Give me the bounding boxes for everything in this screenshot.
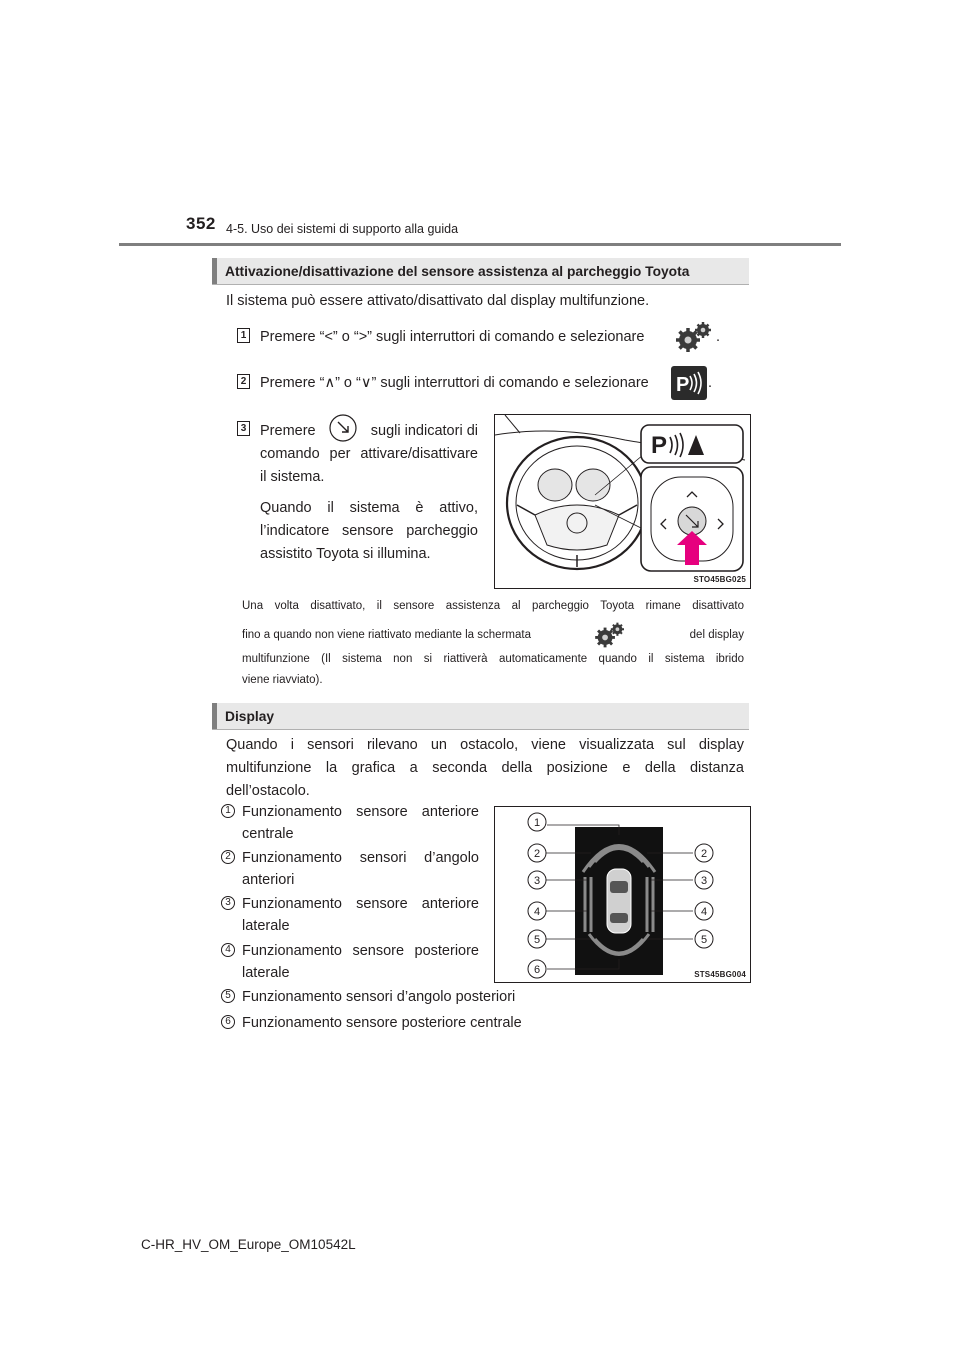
callout-label: 5 <box>533 934 541 946</box>
item-number: 1 <box>221 804 235 818</box>
step-text: Premere <box>260 422 316 439</box>
step-3-text <box>260 419 478 566</box>
note-text: fino a quando non viene riattivato mediante la schermata <box>242 628 531 641</box>
callout-label: 6 <box>533 964 541 976</box>
step-text: l’indicatore sensore parcheggio <box>260 523 478 539</box>
item-number: 4 <box>221 943 235 957</box>
section-title: Display <box>225 708 275 724</box>
step-text: sugli indicatori di <box>370 422 478 439</box>
step-number: 1 <box>237 328 250 343</box>
item-text: Funzionamento sensori d’angolo posteriori <box>242 989 516 1005</box>
callout-label: 3 <box>533 875 541 887</box>
item-text: Funzionamento sensore anteriore <box>242 804 479 820</box>
note-text: multifunzione (Il sistema non si riattiverà automaticamente quando il sistema ibrido <box>242 653 744 665</box>
list-item <box>242 986 515 1008</box>
callout-label: 5 <box>700 934 708 946</box>
header-rule <box>119 243 841 246</box>
item-text: centrale <box>242 826 294 842</box>
page-number: 352 <box>186 214 216 233</box>
svg-text:P: P <box>676 374 690 396</box>
callout-label: 3 <box>700 875 708 887</box>
item-text: laterale <box>242 918 290 934</box>
sensor-display-illustration <box>495 807 750 982</box>
note-text: viene riavviato). <box>242 674 323 686</box>
callout-label: 4 <box>700 906 708 918</box>
list-item <box>242 847 479 891</box>
item-text: Funzionamento sensori d’angolo <box>242 850 479 866</box>
step-number: 2 <box>237 374 250 389</box>
display-intro <box>226 734 744 803</box>
step-text: Quando il sistema è attivo, <box>260 500 478 516</box>
item-text: Funzionamento sensore posteriore <box>242 943 479 959</box>
enter-button-icon <box>328 413 358 443</box>
step-text: Premere “∧” o “∨” sugli interruttori di comando e selezionare <box>260 375 649 391</box>
note-block <box>242 596 744 691</box>
section-heading-display <box>212 703 749 729</box>
step-text: Premere “<” o “>” sugli interruttori di comando e selezionare <box>260 329 645 345</box>
item-text: Funzionamento sensore posteriore centrale <box>242 1015 522 1031</box>
list-item <box>242 801 479 845</box>
step-1-text <box>260 326 644 349</box>
parking-sensor-icon <box>671 366 707 400</box>
svg-text:P: P <box>651 432 668 459</box>
section-title: Attivazione/disattivazione del sensore assistenza al parcheggio Toyota <box>225 263 690 279</box>
item-number: 2 <box>221 850 235 864</box>
note-text: Una volta disattivato, il sensore assistenza al parcheggio Toyota rimane disattivato <box>242 600 744 612</box>
chapter-title: 4-5. Uso dei sistemi di supporto alla guida <box>226 222 459 236</box>
steering-wheel-illustration <box>495 415 750 588</box>
callout-label: 1 <box>533 817 541 829</box>
item-number: 6 <box>221 1015 235 1029</box>
steering-wheel-figure <box>494 414 751 589</box>
step-text: assistito Toyota si illumina. <box>260 546 431 562</box>
intro-text: Quando i sensori rilevano un ostacolo, viene visualizzata sul display <box>226 737 744 753</box>
step-2-period: . <box>708 375 713 391</box>
figure-code: STO45BG025 <box>693 575 746 584</box>
item-text: Funzionamento sensore anteriore <box>242 896 479 912</box>
step-number: 3 <box>237 421 250 436</box>
list-item <box>242 1012 522 1034</box>
list-item <box>242 940 479 984</box>
callout-label: 2 <box>533 848 541 860</box>
figure-code: STS45BG004 <box>694 970 746 979</box>
item-text: anteriori <box>242 872 295 888</box>
callout-label: 2 <box>700 848 708 860</box>
settings-gears-icon <box>592 621 628 649</box>
step-1-period: . <box>716 329 721 345</box>
note-text: del display <box>689 628 744 641</box>
section-intro: Il sistema può essere attivato/disattivato dal display multifunzione. <box>226 293 650 309</box>
document-code: C-HR_HV_OM_Europe_OM10542L <box>141 1237 356 1252</box>
step-text: il sistema. <box>260 469 325 485</box>
item-text: laterale <box>242 965 290 981</box>
item-number: 5 <box>221 989 235 1003</box>
callout-label: 4 <box>533 906 541 918</box>
intro-text: multifunzione la grafica a seconda della posizione e della distanza <box>226 760 744 776</box>
sensor-display-figure <box>494 806 751 983</box>
section-heading-activation <box>212 258 749 284</box>
item-number: 3 <box>221 896 235 910</box>
intro-text: dell’ostacolo. <box>226 783 310 799</box>
list-item <box>242 893 479 937</box>
settings-gears-icon <box>674 320 714 354</box>
step-text: comando per attivare/disattivare <box>260 446 478 462</box>
step-2-text <box>260 372 649 395</box>
